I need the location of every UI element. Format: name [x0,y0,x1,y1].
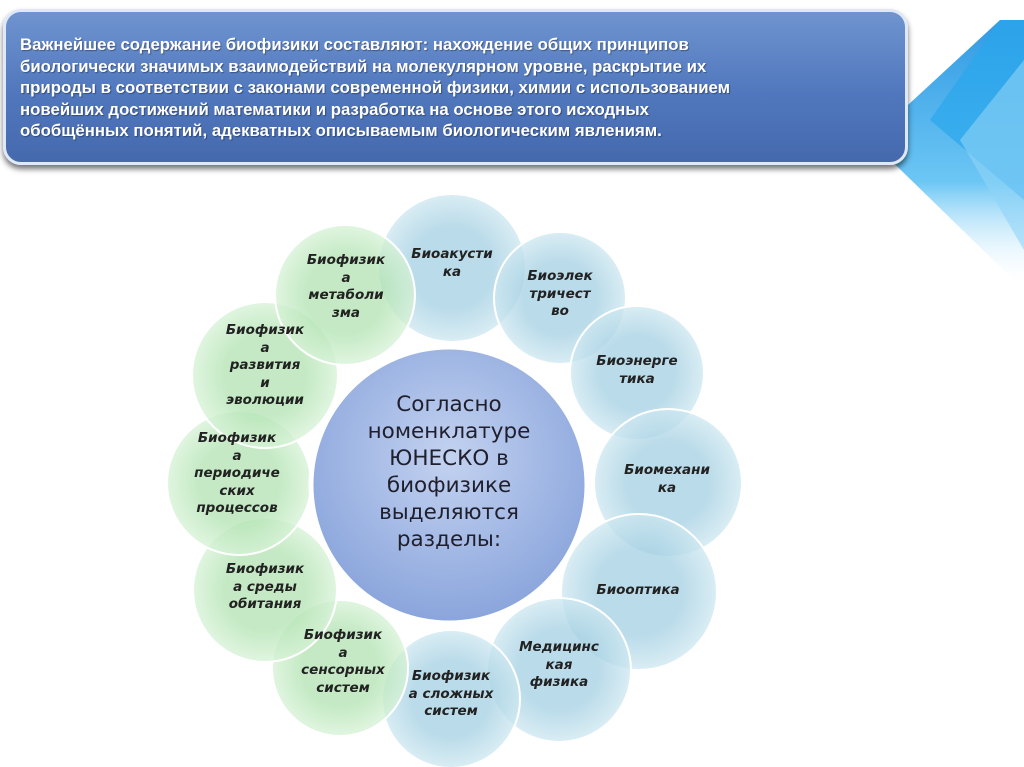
section-label-line: тричест [529,285,591,302]
section-label-line: Биофизик [303,627,383,643]
section-label-line: обитания [228,596,302,613]
section-label-line: Биофизик [225,322,305,338]
section-label-biomechanics [607,462,727,497]
section-label-line: периодиче [194,465,280,482]
section-label-line: а [232,447,242,464]
section-label-line: ка [442,263,462,280]
center-line: ЮНЕСКО в [389,446,509,472]
section-label-line: а [260,339,270,356]
section-label-line: развития [229,357,301,374]
section-label-line: сенсорных [301,662,385,679]
section-label-line: систем [424,703,478,720]
header-line: природы в соответствии с законами современной физики, химии с использованием [20,78,731,97]
section-label-sensory-systems [283,627,403,697]
section-label-line: физика [529,674,589,691]
header-line: обобщённых понятий, адекватных описываемым биологическим явлениям. [20,121,662,140]
section-label-line: процессов [196,500,278,517]
section-label-line: Биоэлек [527,268,593,284]
section-label-line: Биоакусти [411,246,493,262]
section-label-line: Биофизик [306,252,386,268]
header-line: новейших достижений математики и разработка на основе этого исходных [20,99,649,119]
section-label-complex-systems [391,668,511,721]
section-label-line: кая [545,656,573,673]
center-line: биофизике [386,473,512,499]
section-label-line: Биофизик [197,430,277,446]
center-line: выделяются [379,500,519,526]
section-label-habitat [205,561,325,614]
section-label-line: систем [316,679,370,696]
section-label-line: ских [219,482,255,499]
section-label-line: Биооптика [596,582,680,598]
section-label-line: и [260,374,270,391]
section-label-line: а среды [233,578,297,595]
section-label-bioenergetics [577,353,697,388]
section-label-development-evolution [205,322,325,410]
center-line: разделы: [396,527,502,553]
section-label-line: а [341,269,351,286]
section-label-line: тика [619,370,655,387]
center-label [329,391,569,553]
section-label-biooptics [578,582,698,600]
section-label-line: зма [332,304,360,321]
section-label-line: а сложных [408,685,494,702]
center-line: номенклатуре [367,419,531,445]
header-line: Важнейшее содержание биофизики составляют: нахождение общих принципов [20,35,689,54]
section-label-line: Биоэнерге [596,353,678,369]
section-label-line: Биомехани [624,462,710,478]
section-label-line: во [551,303,569,320]
section-label-line: Биофизик [225,561,305,577]
section-label-bioelectricity [500,268,620,321]
section-label-line: метаболи [308,287,384,304]
section-label-bioacoustics [392,246,512,281]
center-line: Согласно [396,392,502,417]
section-label-metabolism [286,252,406,322]
section-label-line: ка [657,479,677,496]
section-label-line: Биофизик [411,668,491,684]
section-label-line: Медицинс [519,639,599,655]
section-label-line: эволюции [226,392,304,409]
section-label-line: а [338,644,348,661]
section-label-periodic-processes [177,430,297,518]
header-line: биологически значимых взаимодействий на молекулярном уровне, раскрытие их [20,56,707,76]
section-label-medical-physics [499,639,619,692]
